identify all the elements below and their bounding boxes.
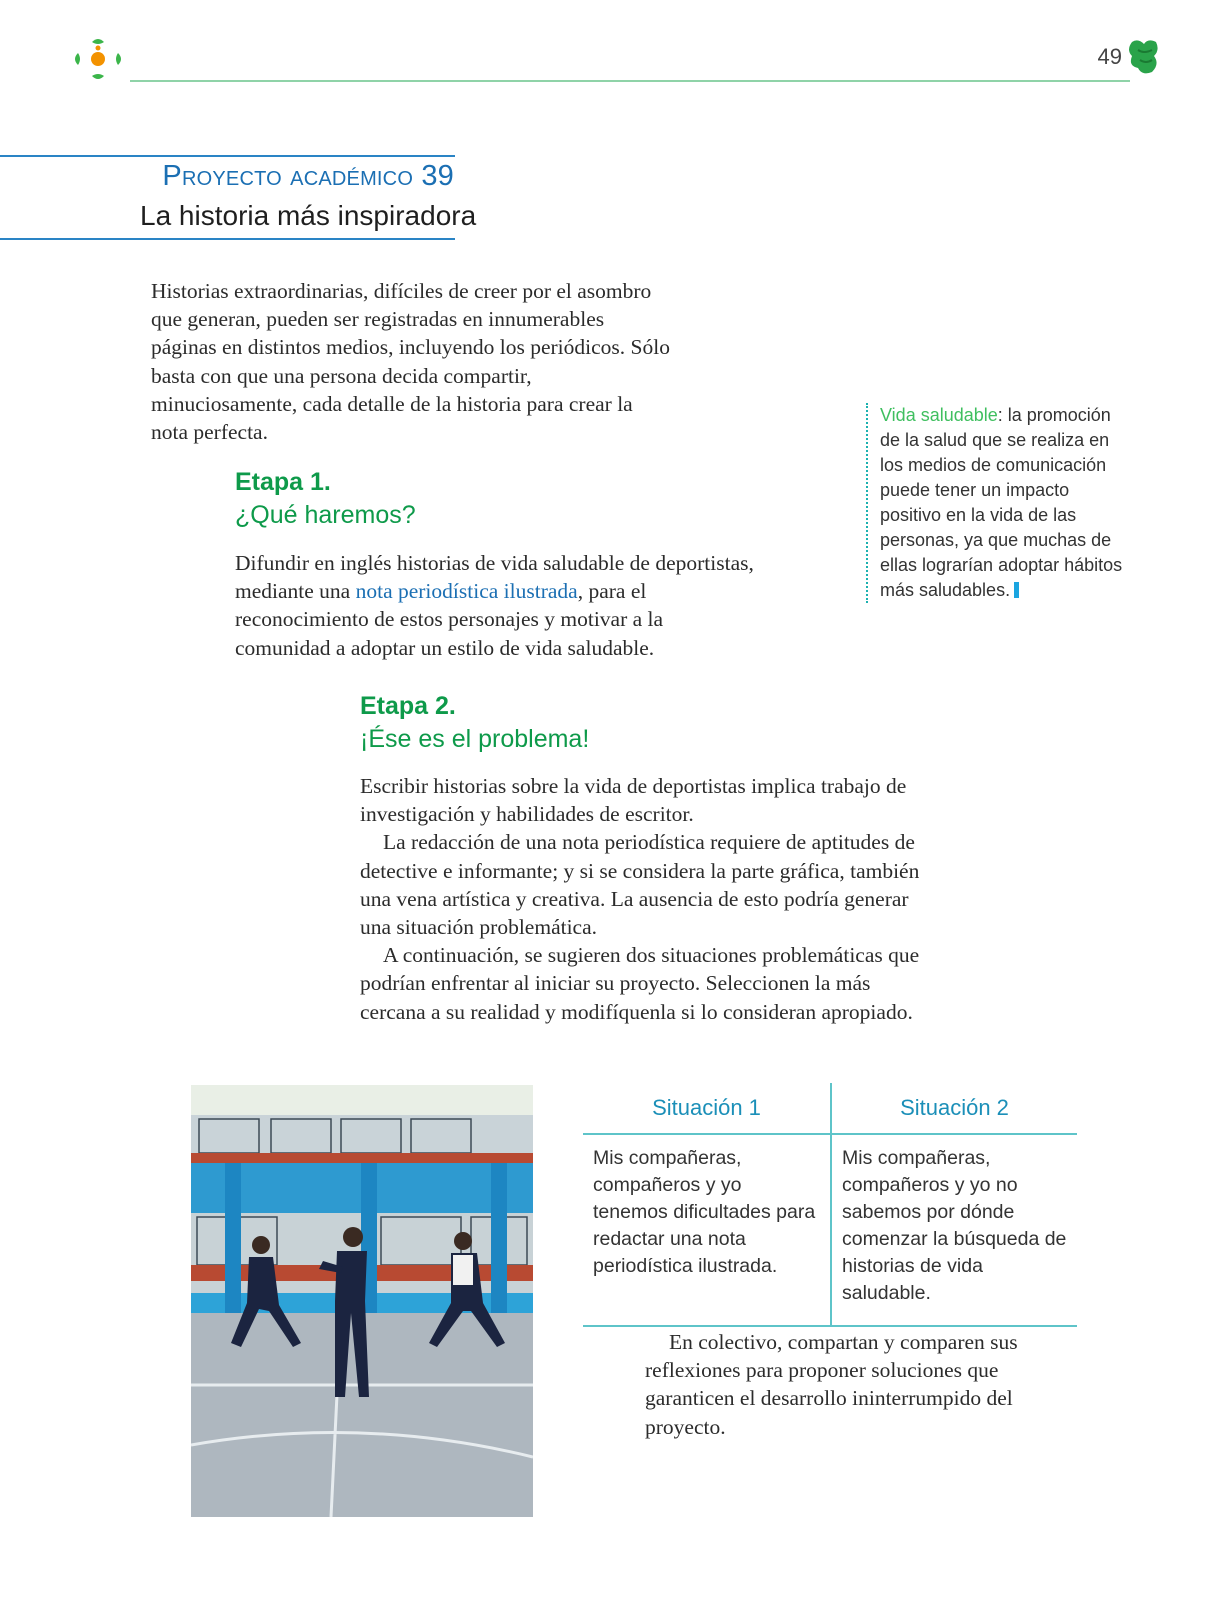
stage2-paragraph: Escribir historias sobre la vida de deportistas implica trabajo de investigación y habilidades de escritor.: [360, 774, 907, 827]
stage2-paragraph: La redacción de una nota periodística requiere de aptitudes de detective e informante; y si se considera la parte gráfica, también una vena artística y creativa. La ausencia de esto podría generar una situación problemática.: [360, 830, 920, 940]
stage2-number: Etapa 2.: [360, 692, 456, 720]
flower-logo-icon: [72, 34, 124, 84]
header-rule: [130, 80, 1130, 82]
situation-cell: Mis compañeras, compañeros y yo no sabemos por dónde comenzar la búsqueda de historias de vida saludable.: [831, 1134, 1077, 1326]
table-header-row: [583, 1083, 1077, 1134]
title-rule-bottom: [0, 238, 455, 240]
stage1-heading: [235, 466, 416, 532]
sidebar-term: Vida saludable: [880, 405, 998, 425]
stage1-text-before: Difundir en inglés historias de vida saludable de deportistas, mediante una: [235, 551, 754, 604]
intro-paragraph: Historias extraordinarias, difíciles de creer por el asombro que generan, pueden ser registradas en innumerables páginas en distintos medios, incluyendo los periódicos. Sólo basta con que una persona decida compartir, minuciosamente, cada detalle de la historia para crear la nota perfecta.: [151, 279, 670, 445]
title-rule-top: [0, 155, 455, 157]
situations-table: [583, 1083, 1077, 1327]
stage1-link: nota periodística ilustrada: [355, 579, 578, 604]
page-number: 49: [1097, 44, 1122, 69]
stage2-paragraph: A continuación, se sugieren dos situaciones problemáticas que podrían enfrentar al iniciar su proyecto. Seleccionen la más cercana a su realidad y modifíquenla si lo consideran apropiado.: [360, 943, 920, 1024]
end-marker-icon: [1014, 582, 1019, 598]
stage1-question: ¿Qué haremos?: [235, 501, 416, 529]
project-title: La historia más inspiradora: [140, 200, 477, 231]
stage1-number: Etapa 1.: [235, 468, 331, 496]
situation-header: Situación 1: [583, 1083, 831, 1134]
leaf-icon: [1128, 36, 1162, 76]
stage2-question: ¡Ése es el problema!: [360, 725, 590, 753]
stage2-body: [360, 772, 940, 1026]
glossary-sidebar: [866, 403, 1130, 603]
closing-text: En colectivo, compartan y comparen sus reflexiones para proponer soluciones que garanticen el desarrollo ininterrumpido del proyecto.: [645, 1330, 1018, 1439]
sidebar-definition: : la promoción de la salud que se realiza en los medios de comunicación puede tener un impacto positivo en la vida de las personas, ya que muchas de ellas lograrían adoptar hábitos más saludables.: [880, 405, 1123, 600]
table-row: [583, 1134, 1077, 1326]
stage1-paragraph: [235, 549, 755, 662]
stage2-heading: [360, 690, 589, 756]
closing-paragraph: [645, 1328, 1065, 1441]
situation-header: Situación 2: [831, 1083, 1077, 1134]
stage1-text-after: , para el reconocimiento de estos personajes y motivar a la comunidad a adoptar un estilo de vida saludable.: [235, 579, 664, 660]
project-label: Proyecto académico 39: [162, 160, 454, 192]
situation-cell: Mis compañeras, compañeros y yo tenemos dificultades para redactar una nota periodística ilustrada.: [583, 1134, 831, 1326]
students-photo: [191, 1085, 533, 1517]
